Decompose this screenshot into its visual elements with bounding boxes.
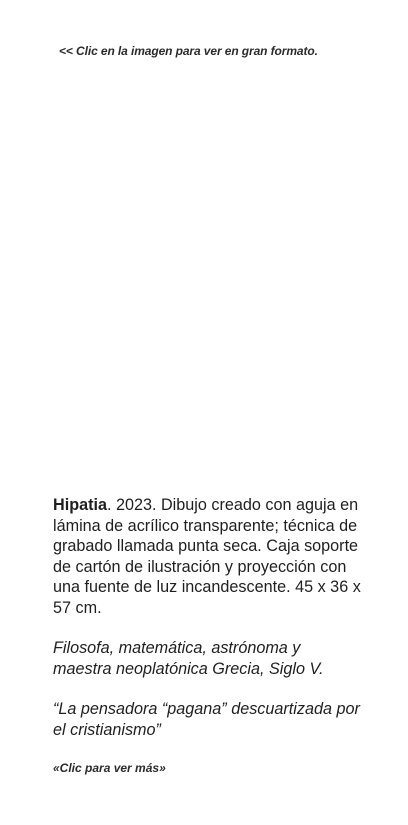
artwork-quote: “La pensadora “pagana” descuartizada por el cristianismo” — [53, 700, 360, 739]
artwork-details-text: . 2023. Dibujo creado con aguja en lámina de acrílico transparente; técnica de grabado llamada punta seca. Caja soporte de cartón de ilustración y proyección con una fuente de luz incandescente. 45 x 36 x 57 cm. — [53, 496, 361, 617]
artwork-caption — [53, 495, 363, 740]
artwork-description: Filosofa, matemática, astrónoma y maestra neoplatónica Grecia, Siglo V. — [53, 639, 324, 678]
artwork-image[interactable] — [53, 72, 353, 482]
see-more-link[interactable]: «Clic para ver más» — [53, 761, 166, 775]
view-large-image-link[interactable]: << Clic en la imagen para ver en gran formato. — [59, 44, 318, 58]
artwork-title: Hipatia — [53, 496, 107, 514]
artwork-details — [53, 495, 363, 618]
